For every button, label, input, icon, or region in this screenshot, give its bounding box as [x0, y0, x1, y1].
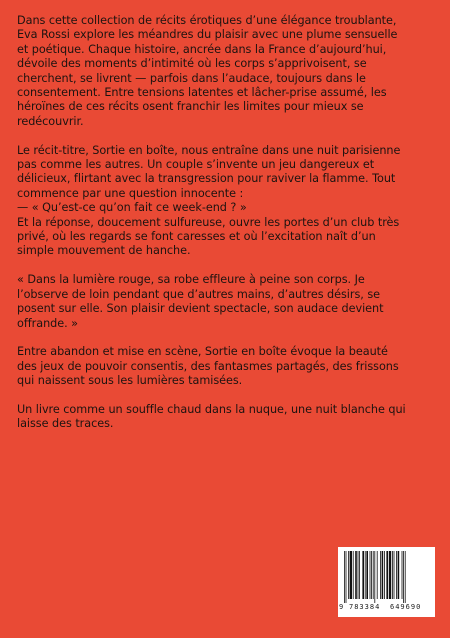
isbn-barcode	[338, 547, 435, 617]
paragraph-intro: Dans cette collection de récits érotiques d’une élégance troublante, Eva Rossi explore les méandres du plaisir avec une plume sensuelle et poétique. Chaque histoire, ancrée dans la France d’aujourd’hui, dévoile des moments d’intimité où les corps s’apprivoisent, se cherchent, se livrent — parfois dans l’audace, toujours dans le consentement. Entre tensions latentes et lâcher-prise assumé, les héroïnes de ces récits osent franchir les limites pour mieux se redécouvrir.	[17, 14, 398, 128]
barcode-digits	[338, 603, 435, 613]
paragraph-quote: « Dans la lumière rouge, sa robe effleure à peine son corps. Je l’observe de loin pendant que d’autres mains, d’autres désirs, se posent sur elle. Son plaisir devient spectacle, son audace devient offrande. »	[17, 273, 384, 330]
blurb-text	[17, 14, 433, 446]
barcode-prefix-digit: 9	[339, 603, 344, 611]
barcode-bars	[344, 551, 429, 603]
barcode-right-digits: 649690	[390, 603, 422, 611]
barcode-left-digits: 783384	[349, 603, 381, 611]
paragraph-closing: Un livre comme un souffle chaud dans la nuque, une nuit blanche qui laisse des traces.	[17, 402, 406, 431]
paragraph-title-story: Le récit-titre, Sortie en boîte, nous entraîne dans une nuit parisienne pas comme les autres. Un couple s’invente un jeu dangereux et délicieux, flirtant avec la transgression pour raviver la flamme. Tout commence par une question innocente : — « Qu’est-ce qu’on fait ce week-end ? » Et la réponse, doucement sulfureuse, ouvre les portes d’un club très privé, où les regards se font caresses et où l’excitation naît d’un simple mouvement de hanche.	[17, 143, 401, 258]
paragraph-themes: Entre abandon et mise en scène, Sortie en boîte évoque la beauté des jeux de pouvoir consentis, des fantasmes partagés, des frissons qui naissent sous les lumières tamisées.	[17, 345, 399, 388]
